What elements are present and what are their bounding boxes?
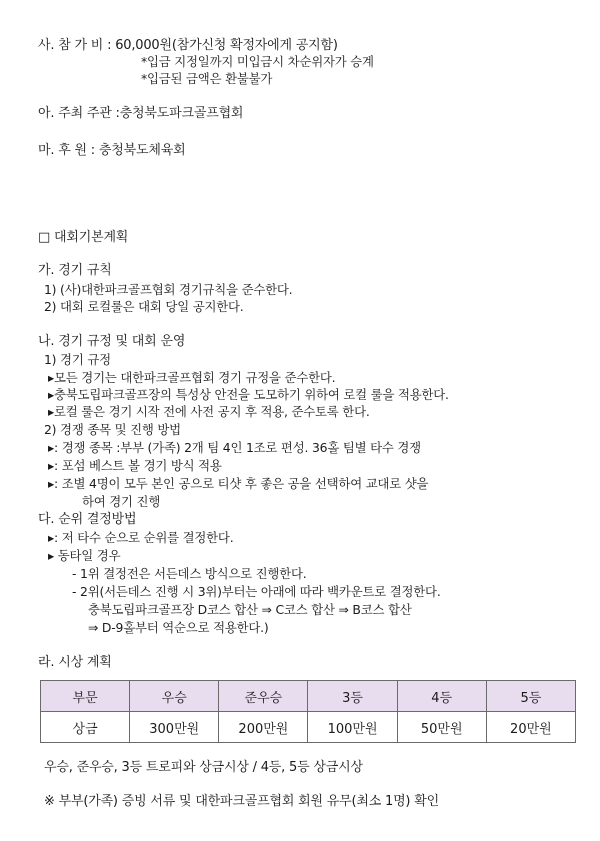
table-header-cell: 우승 [130, 681, 219, 712]
table-row [41, 712, 576, 743]
rank-6: ⇒ D-9홀부터 역순으로 적용한다.) [88, 620, 269, 635]
fee-line: 사. 참 가 비 : 60,000원(참가신청 확정자에게 공지함) [38, 38, 338, 53]
host-line: 아. 주최 주관 :충청북도파크골프협회 [38, 106, 244, 121]
table-cell: 20만원 [486, 712, 575, 743]
prize-table [40, 680, 576, 743]
check-note: ※ 부부(가족) 증빙 서류 및 대한파크골프협회 회원 유무(최소 1명) 확인 [44, 794, 439, 809]
table-header-cell: 5등 [486, 681, 575, 712]
event-3: ▸: 조별 4명이 모두 본인 공으로 티샷 후 좋은 공을 선택하여 교대로 샷을 [48, 476, 429, 491]
table-cell: 100만원 [308, 712, 397, 743]
rank-title: 다. 순위 결정방법 [38, 512, 137, 527]
sponsor-line: 마. 후 원 : 충청북도체육회 [38, 143, 186, 158]
rank-4: - 2위(서든데스 진행 시 3위)부터는 아래에 따라 백카운트로 결정한다. [72, 584, 441, 599]
ops-title: 나. 경기 규정 및 대회 운영 [38, 334, 186, 349]
table-header-cell: 부문 [41, 681, 130, 712]
rank-1: ▸: 저 타수 순으로 순위를 결정한다. [48, 530, 234, 545]
table-header-cell: 3등 [308, 681, 397, 712]
prize-table-header [41, 681, 576, 712]
table-cell: 300만원 [130, 712, 219, 743]
event-1: ▸: 경쟁 종목 :부부 (가족) 2개 팀 4인 1조로 편성. 36홀 팀별 타수 경쟁 [48, 440, 421, 455]
table-cell: 상금 [41, 712, 130, 743]
event-2: ▸: 포섬 베스트 볼 경기 방식 적용 [48, 458, 222, 473]
fee-note-1: *입금 지정일까지 미입금시 차순위자가 승계 [141, 54, 374, 69]
rule-2: 2) 대회 로컬룰은 대회 당일 공지한다. [44, 299, 244, 314]
awards-title: 라. 시상 계획 [38, 655, 112, 670]
reg-3: ▸로컬 룰은 경기 시작 전에 사전 공지 후 적용, 준수토록 한다. [48, 404, 370, 419]
awards-note: 우승, 준우승, 3등 트로피와 상금시상 / 4등, 5등 상금시상 [44, 760, 363, 775]
reg-2: ▸충북도립파크골프장의 특성상 안전을 도모하기 위하여 로컬 룰을 적용한다. [48, 387, 449, 402]
fee-note-2: *입금된 금액은 환불불가 [141, 71, 273, 86]
event-3-cont: 하여 경기 진행 [82, 494, 161, 509]
rank-5: 충북도립파크골프장 D코스 합산 ⇒ C코스 합산 ⇒ B코스 합산 [88, 602, 412, 617]
rule-1: 1) (사)대한파크골프협회 경기규칙을 준수한다. [44, 282, 293, 297]
rank-2: ▸ 동타일 경우 [48, 548, 121, 563]
events-title: 2) 경쟁 종목 및 진행 방법 [44, 422, 181, 437]
rank-3: - 1위 결정전은 서든데스 방식으로 진행한다. [72, 566, 307, 581]
rules-title: 가. 경기 규칙 [38, 263, 112, 278]
section-heading: □ 대회기본계획 [38, 230, 129, 245]
table-cell: 200만원 [219, 712, 308, 743]
table-header-cell: 준우승 [219, 681, 308, 712]
regs-title: 1) 경기 규정 [44, 352, 111, 367]
table-cell: 50만원 [397, 712, 486, 743]
table-header-cell: 4등 [397, 681, 486, 712]
reg-1: ▸모든 경기는 대한파크골프협회 경기 규정을 준수한다. [48, 370, 336, 385]
